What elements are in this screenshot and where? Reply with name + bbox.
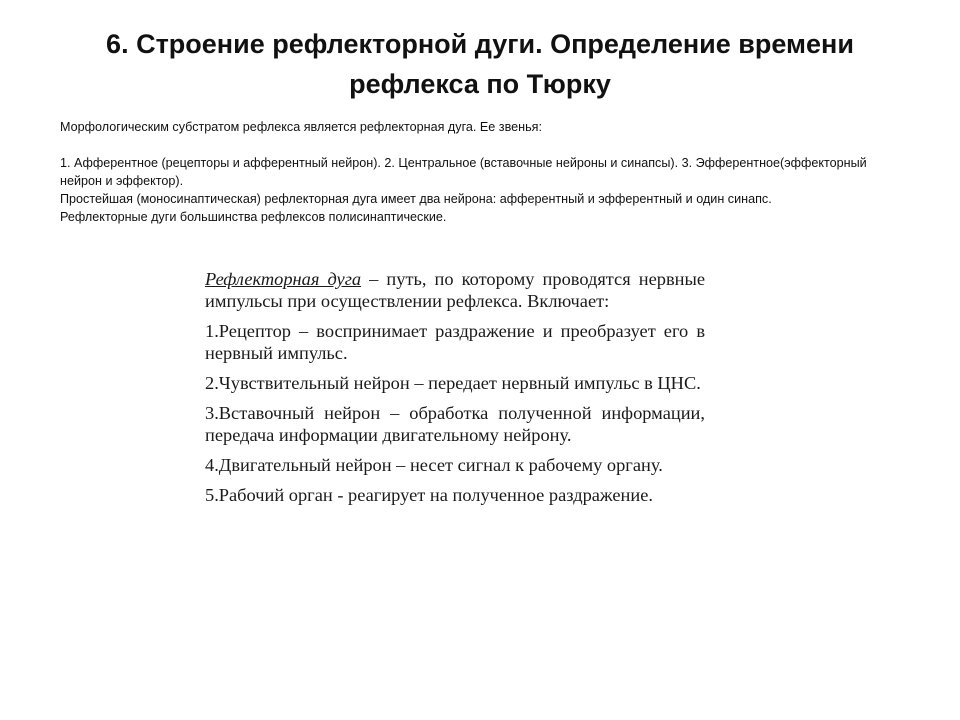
intro-line-substrate: Морфологическим субстратом рефлекса является рефлекторная дуга. Ее звенья: — [60, 120, 542, 134]
definition-paragraph — [205, 268, 705, 312]
definition-term: Рефлекторная дуга — [205, 269, 362, 289]
intro-line-simplest-arc: Простейшая (моносинаптическая) рефлекторная дуга имеет два нейрона: афферентный и эфферентный и один синапс. — [60, 192, 772, 206]
list-item-effector-organ: 5.Рабочий орган - реагирует на полученное раздражение. — [205, 485, 654, 505]
slide-title: 6. Строение рефлекторной дуги. Определение времени рефлекса по Тюрку — [106, 29, 854, 99]
definition-text: – путь, по которому проводятся нервные импульсы при осуществлении рефлекса. Включает: — [205, 269, 705, 311]
list-item-motor-neuron: 4.Двигательный нейрон – несет сигнал к рабочему органу. — [205, 455, 663, 475]
list-item-sensory-neuron: 2.Чувствительный нейрон – передает нервный импульс в ЦНС. — [205, 373, 701, 393]
list-item-receptor: 1.Рецептор – воспринимает раздражение и преобразует его в нервный импульс. — [205, 321, 705, 363]
list-item-interneuron: 3.Вставочный нейрон – обработка полученной информации, передача информации двигательному нейрону. — [205, 403, 705, 445]
intro-text-block — [60, 118, 910, 226]
intro-line-links: 1. Афферентное (рецепторы и афферентный нейрон). 2. Центральное (вставочные нейроны и синапсы). 3. Эфферентное(эффекторный нейрон и эффектор). — [60, 156, 867, 188]
intro-line-polysynaptic: Рефлекторные дуги большинства рефлексов полисинаптические. — [60, 210, 447, 224]
intro-spacer — [60, 136, 910, 154]
scanned-text-image — [205, 268, 705, 514]
